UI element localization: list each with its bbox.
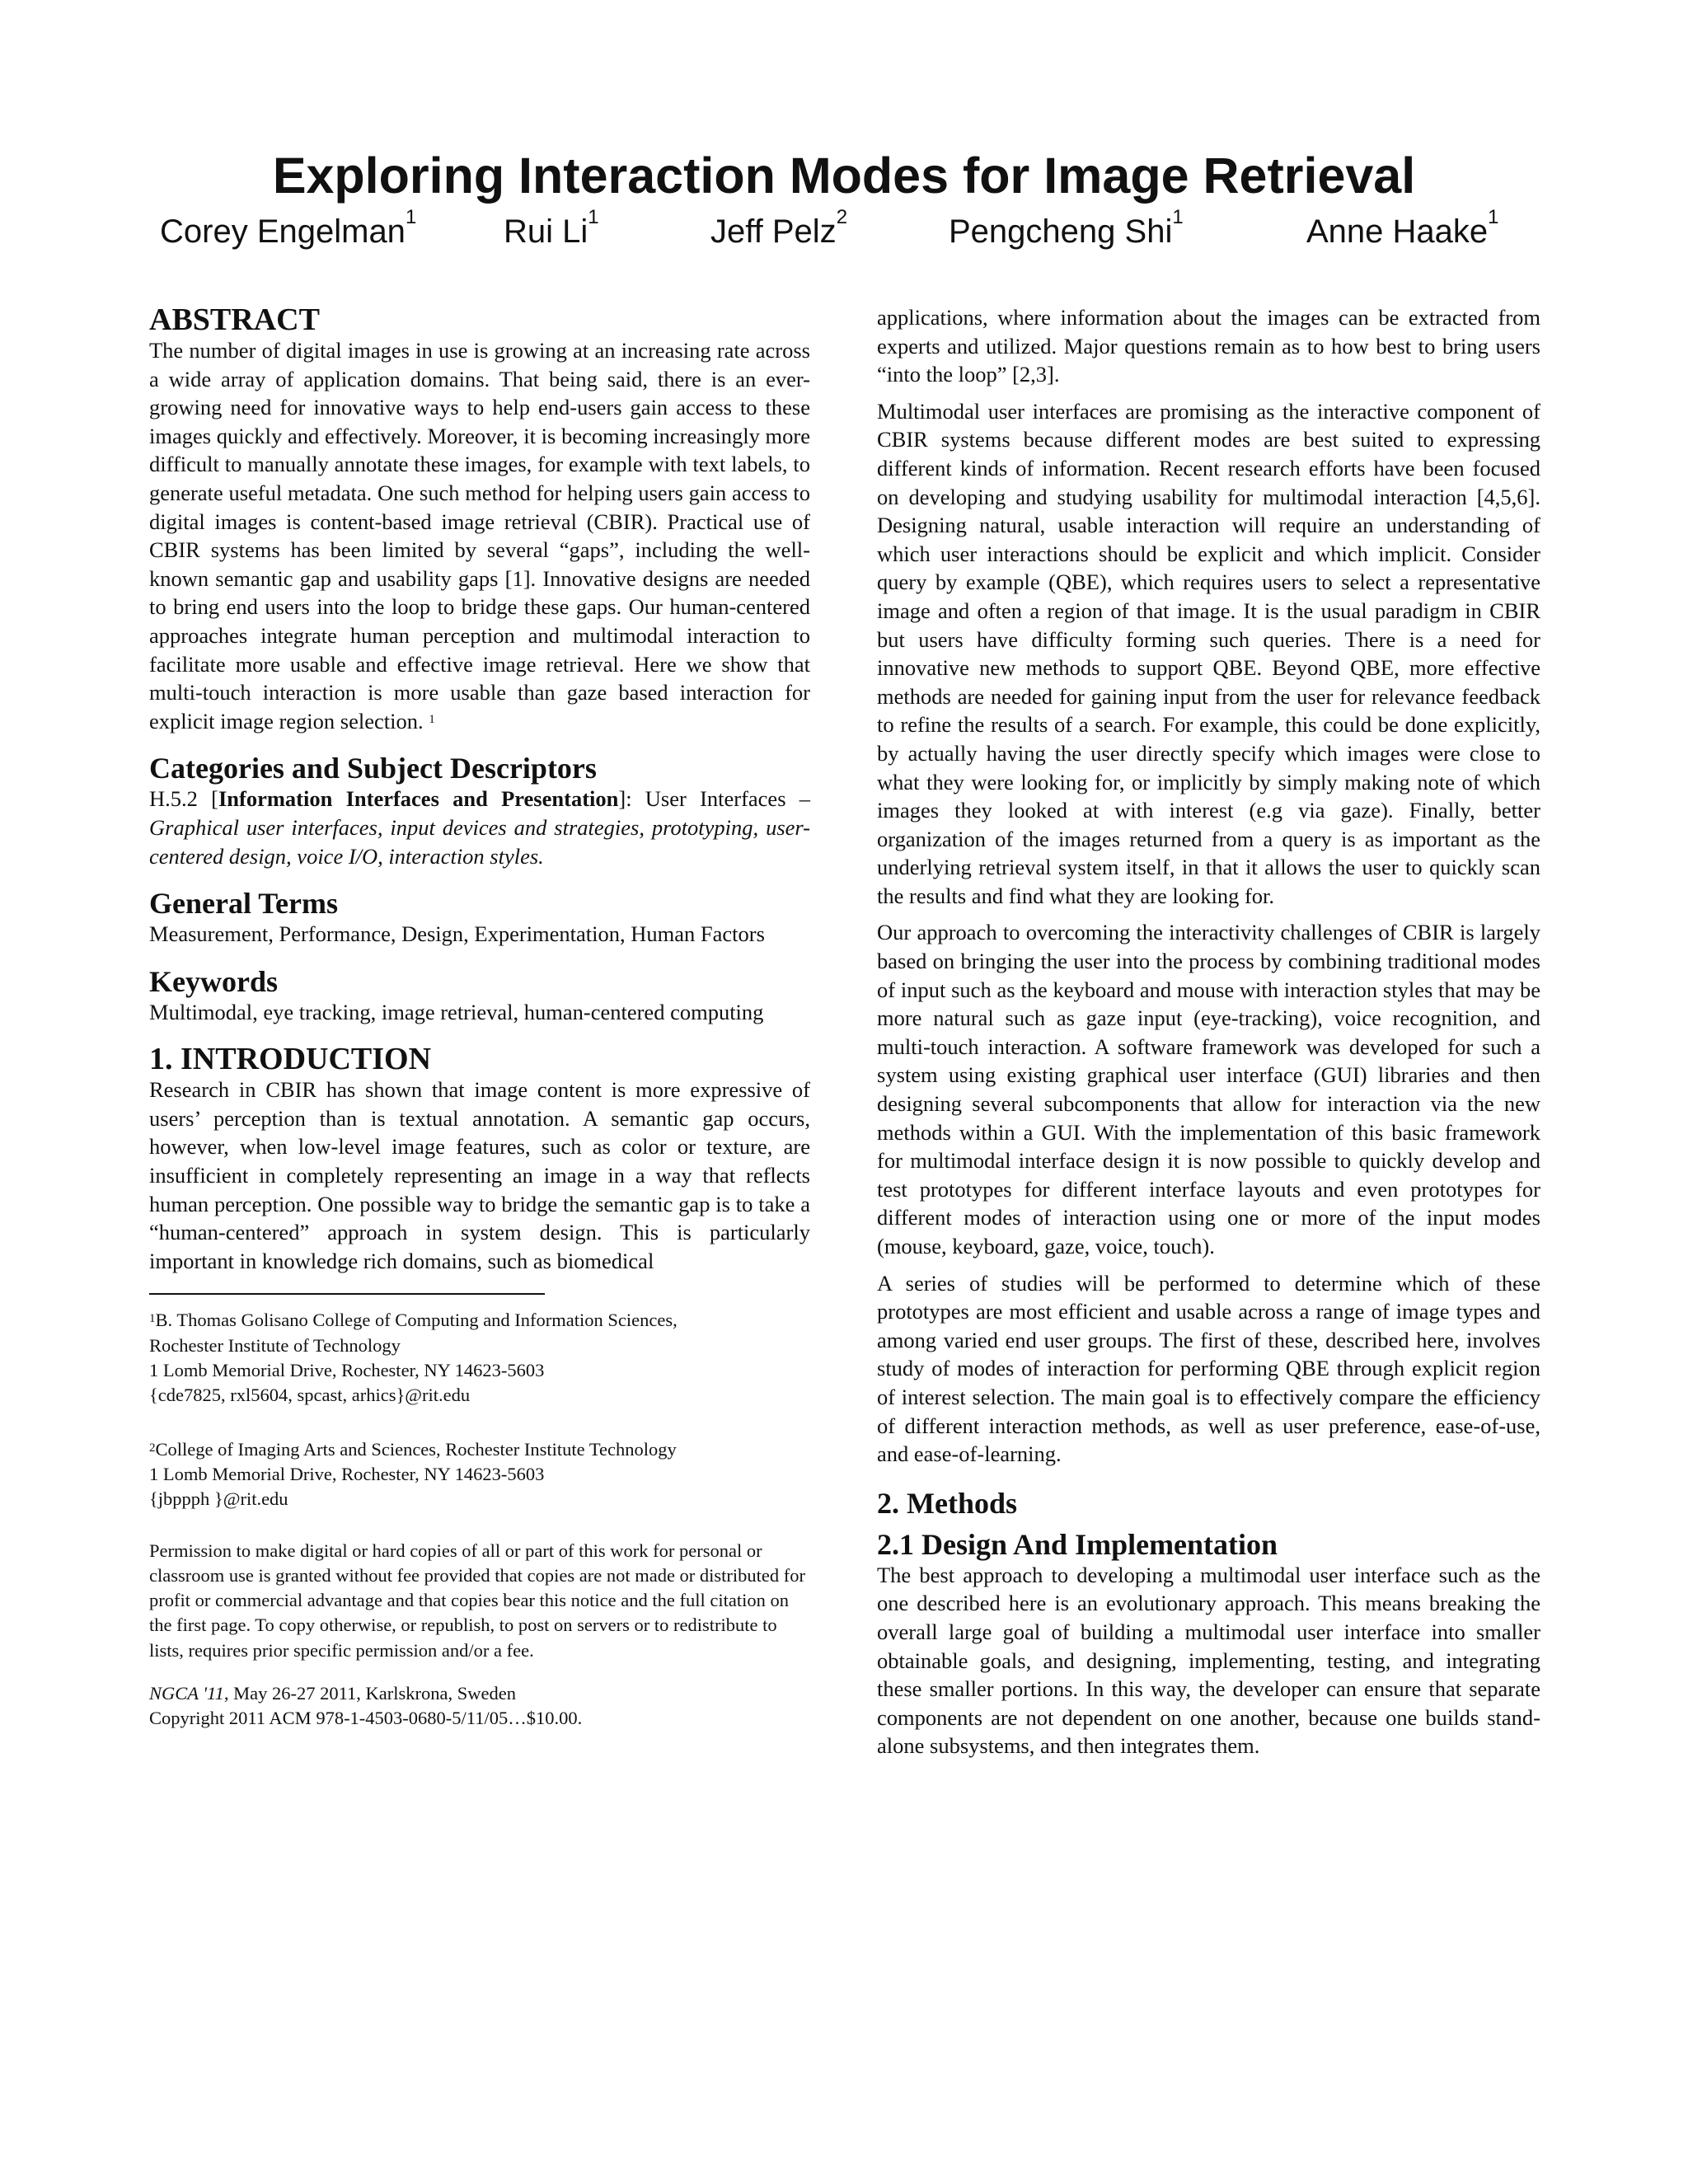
affiliation-mark: 1 <box>588 206 599 228</box>
footnote-mark: 1 <box>429 712 435 726</box>
author-name: Jeff Pelz$^2$ <box>710 206 848 250</box>
abstract-heading: ABSTRACT <box>149 302 320 337</box>
introduction-paragraph: A series of studies will be performed to determine which of these prototypes are most efficient and usable across a range of image types and among varied end user groups. The first of these, described here, involves study of modes of interaction for performing QBE through explicit region of interest selection. The main goal is to effectively compare the efficiency of different interaction methods, as well as user preference, ease-of-use, and ease-of-learning. <box>877 1270 1540 1467</box>
general-terms-text: Measurement, Performance, Design, Experimentation, Human Factors <box>149 921 765 947</box>
affiliation-footnote-1: $^1$B. Thomas Golisano College of Computing and Information Sciences, Rochester Institute of Technology 1 Lomb Memorial Drive, Rochester, NY 14623-5603 {cde7825, rxl5604, spcast, arhics}@rit.edu <box>149 1310 678 1406</box>
categories-text: H.5.2 [Information Interfaces and Presentation]: User Interfaces – Graphical user interfaces, input devices and strategies, prototyping, user-centered design, voice I/O, interaction styles. <box>149 786 810 869</box>
introduction-paragraph: Our approach to overcoming the interactivity challenges of CBIR is largely based on bringing the user into the process by combining traditional modes of input such as the keyboard and mouse with interaction styles that may be more natural such as gaze input (eye-tracking), voice recognition, and multi-touch interaction. A software framework was developed for such a system using existing graphical user interface (GUI) libraries and then designing several subcomponents that allow for interaction via the new methods within a GUI. With the implementation of this basic framework for multimodal interface design it is now possible to quickly develop and test prototypes for different interface layouts and even prototypes for different modes of interaction using one or more of the input modes (mouse, keyboard, gaze, voice, touch). <box>877 920 1540 1258</box>
introduction-paragraph: applications, where information about the images can be extracted from experts and utilized. Major questions remain as to how best to bring users “into the loop” [2,3]. <box>877 305 1540 387</box>
design-implementation-heading: 2.1 Design And Implementation <box>877 1527 1278 1561</box>
right-column <box>877 303 1540 1760</box>
footnote-divider <box>149 1293 545 1295</box>
author-name: Rui Li$^1$ <box>504 206 599 250</box>
abstract-text: The number of digital images in use is growing at an increasing rate across a wide array of application domains. That being said, there is an ever-growing need for innovative ways to help end-users gain access to these images quickly and effectively. Moreover, it is becoming increasingly more difficult to manually annotate these images, for example with text labels, to generate useful metadata. One such method for helping users gain access to digital images is content-based image retrieval (CBIR). Practical use of CBIR systems has been limited by several “gaps”, including the well-known semantic gap and usability gaps [1]. Innovative designs are needed to bring end users into the loop to bridge these gaps. Our human-centered approaches integrate human perception and multimodal interaction to facilitate more usable and effective image retrieval. Here we show that multi-touch interaction is more usable than gaze based interaction for explicit image region selection. $^1$ <box>149 338 810 733</box>
author-name: Pengcheng Shi$^1$ <box>949 206 1184 250</box>
introduction-text: Research in CBIR has shown that image content is more expressive of users’ perception than is textual annotation. A semantic gap occurs, however, when low-level image features, such as color or texture, are insufficient in completely representing an image in a way that reflects human perception. One possible way to bridge the semantic gap is to take a “human-centered” approach in system design. This is particularly important in knowledge rich domains, such as biomedical <box>149 1077 810 1273</box>
venue-line: NGCA '11, May 26-27 2011, Karlskrona, Sweden <box>149 1683 516 1704</box>
affiliation-mark: 1 <box>405 206 417 228</box>
affiliation-mark: 2 <box>836 206 848 228</box>
methods-text: The best approach to developing a multimodal user interface such as the one described here is an evolutionary approach. This means breaking the overall large goal of building a multimodal user interface into smaller obtainable goals, and designing, implementing, testing, and integrating these smaller portions. In this way, the developer can ensure that separate components are not dependent on one another, because one builds stand-alone subsystems, and then integrates them. <box>877 1562 1540 1759</box>
keywords-heading: Keywords <box>149 964 278 998</box>
methods-heading: 2. Methods <box>877 1486 1017 1520</box>
general-terms-heading: General Terms <box>149 887 338 921</box>
copyright-line: Copyright 2011 ACM 978-1-4503-0680-5/11/05…$10.00. <box>149 1708 583 1729</box>
introduction-paragraph: Multimodal user interfaces are promising as the interactive component of CBIR systems because different modes are best suited to expressing different kinds of information. Recent research efforts have been focused on developing and studying usability for multimodal interaction [4,5,6]. Designing natural, usable interaction will require an understanding of which user interactions should be explicit and which implicit. Consider query by example (QBE), which requires users to select a representative image and often a region of that image. It is the usual paradigm in CBIR but users have difficulty forming such queries. There is a need for innovative new methods to support QBE. Beyond QBE, more effective methods are needed for gaining input from the user for relevance feedback to refine the results of a search. For example, this could be done explicitly, by actually having the user directly specify which images were close to what they were looking for, or implicitly by simply making note of which images they looked at with interest (e.g via gaze). Finally, better organization of the images returned from a query is as important as the underlying retrieval system itself, in that it allows the user to quickly scan the results and find what they are looking for. <box>877 398 1540 908</box>
keywords-text: Multimodal, eye tracking, image retrieval, human-centered computing <box>149 999 764 1024</box>
introduction-heading: 1. INTRODUCTION <box>149 1042 432 1077</box>
affiliation-mark: 1 <box>1488 206 1499 228</box>
affiliation-mark: 1 <box>1172 206 1184 228</box>
left-column <box>149 303 810 1732</box>
affiliation-footnote-2: $^2$College of Imaging Arts and Sciences, Rochester Institute Technology 1 Lomb Memorial Drive, Rochester, NY 14623-5603 {jbppph }@rit.edu <box>149 1438 677 1510</box>
permission-notice: Permission to make digital or hard copies of all or part of this work for personal or classroom use is granted without fee provided that copies are not made or distributed for profit or commercial advantage and that copies bear this notice and the full citation on the first page. To copy otherwise, or republish, to post on servers or to redistribute to lists, requires prior specific permission and/or a fee. <box>149 1540 806 1661</box>
author-name: Corey Engelman$^1$ <box>160 206 417 250</box>
author-name: Anne Haake$^1$ <box>1306 206 1499 250</box>
paper-title: Exploring Interaction Modes for Image Retrieval <box>272 148 1416 204</box>
categories-heading: Categories and Subject Descriptors <box>149 752 597 785</box>
